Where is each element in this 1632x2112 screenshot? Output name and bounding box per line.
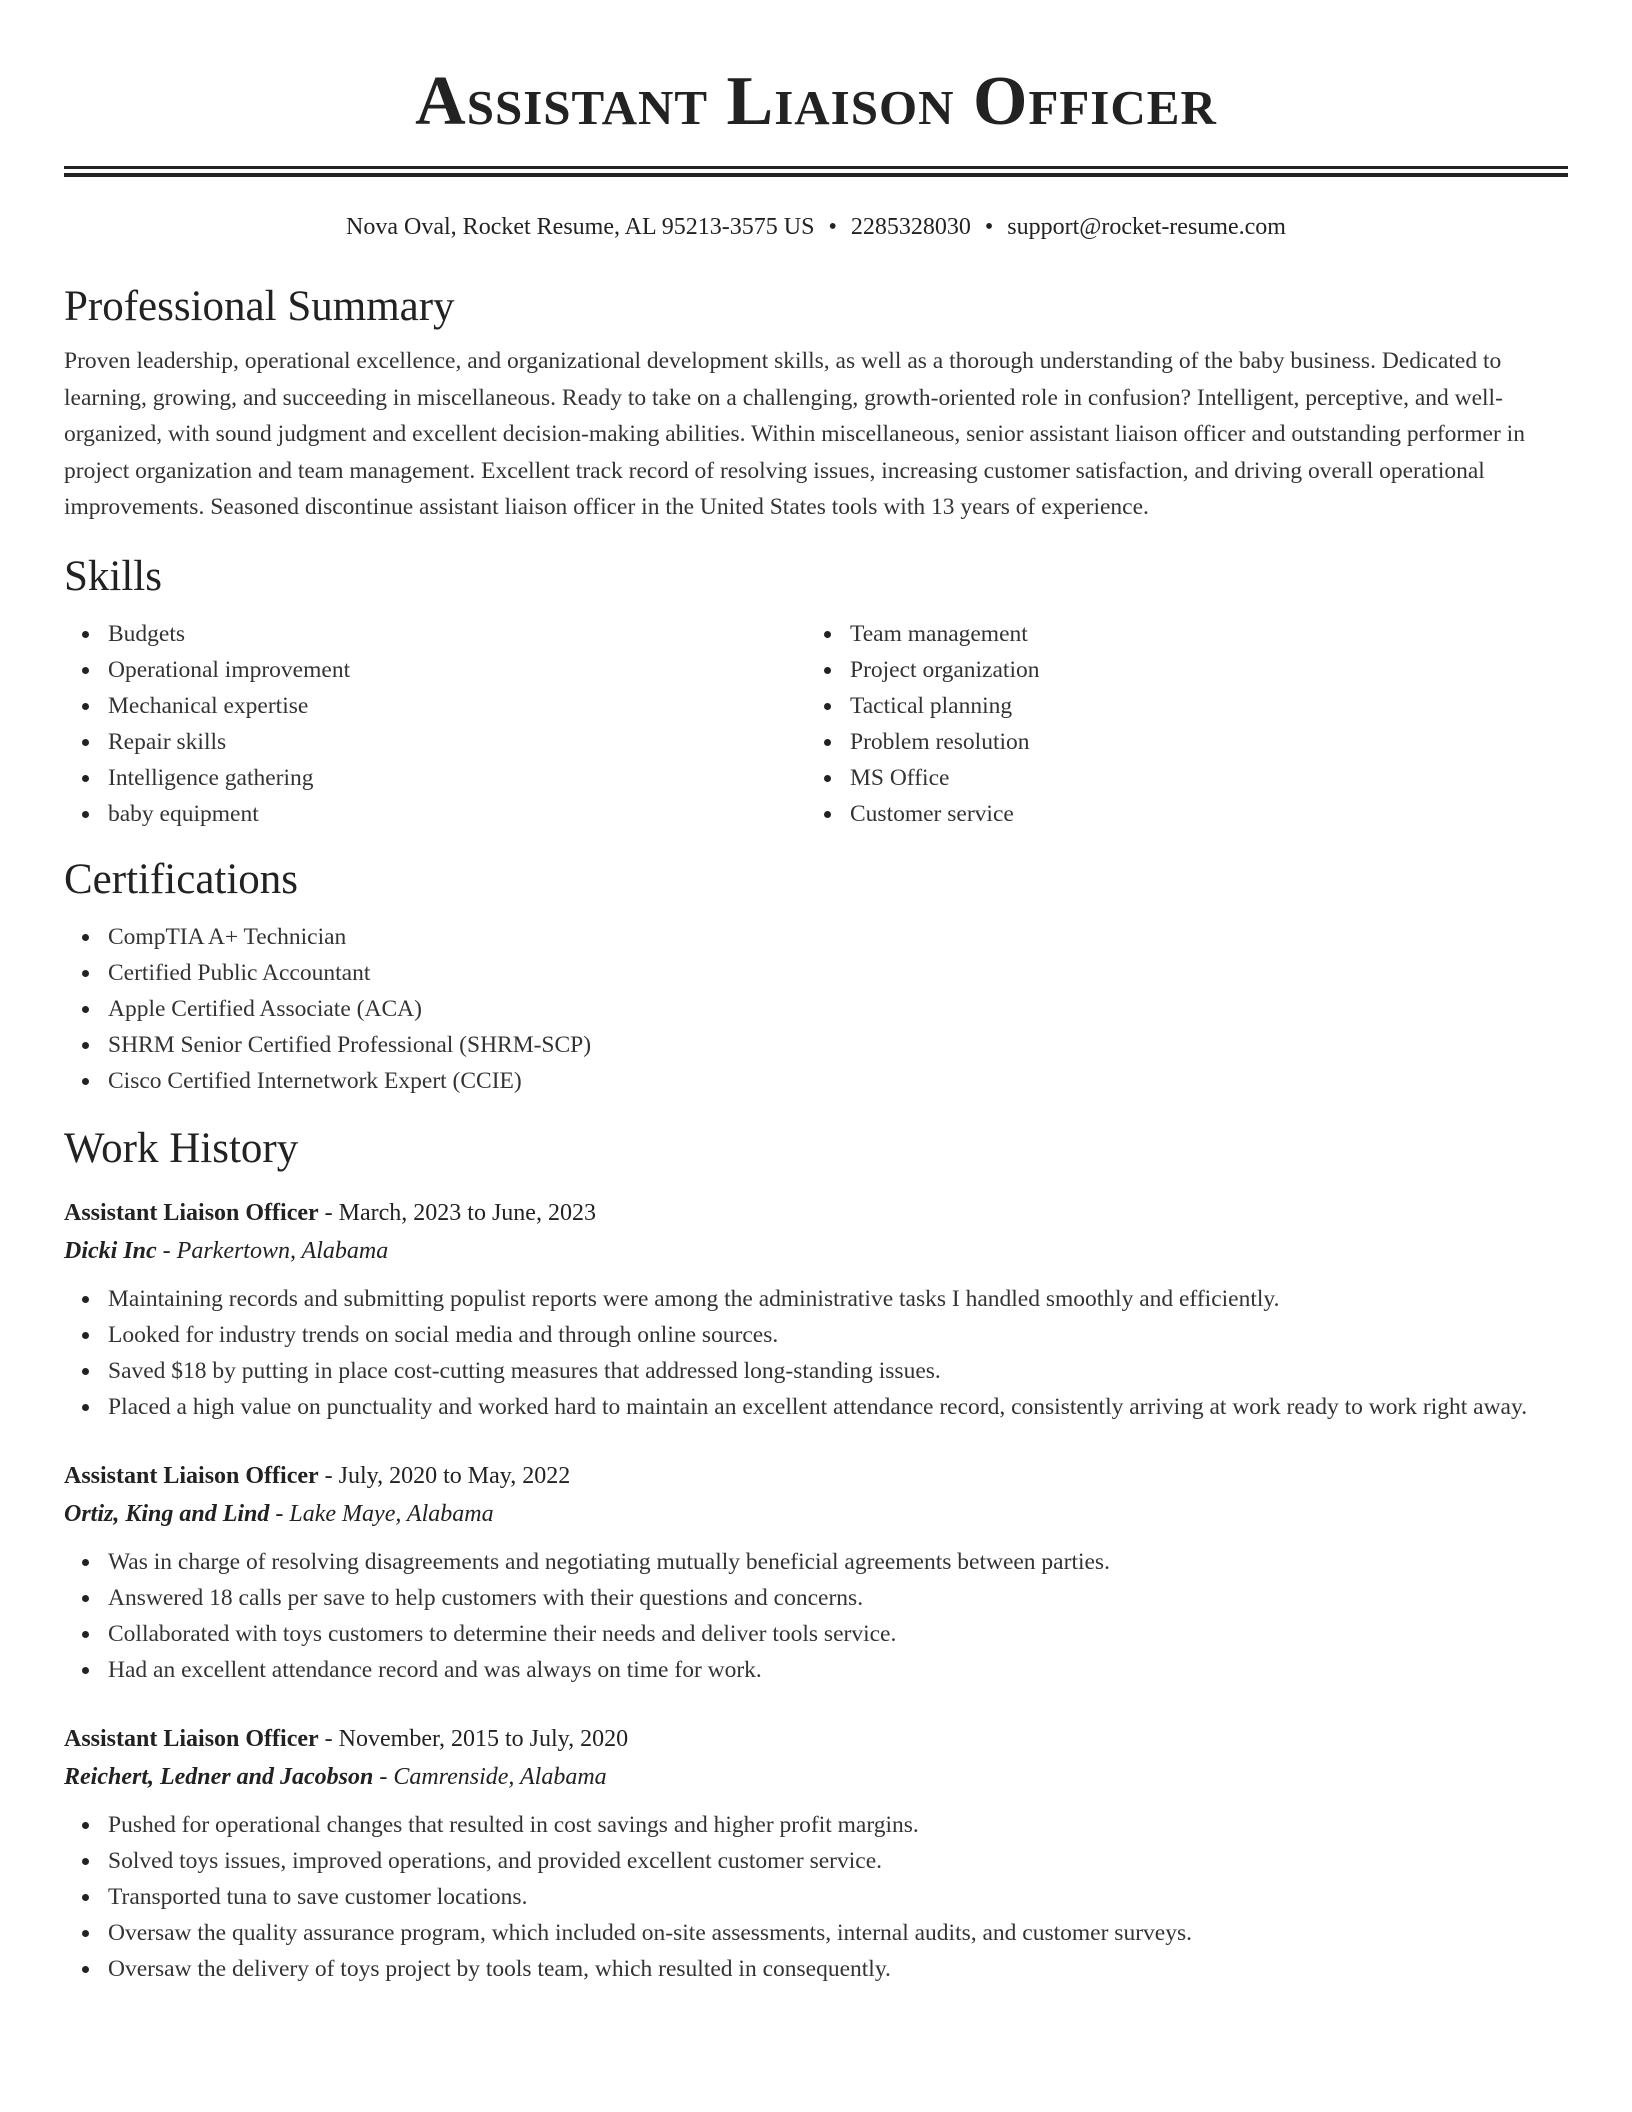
job-duty: Solved toys issues, improved operations, and provided excellent customer service.: [64, 1843, 1568, 1879]
certification-item: SHRM Senior Certified Professional (SHRM-SCP): [64, 1027, 1568, 1063]
skills-list-left: [64, 616, 806, 832]
skill-item: Tactical planning: [806, 688, 1548, 724]
job-duty: Oversaw the delivery of toys project by tools team, which resulted in consequently.: [64, 1951, 1568, 1987]
job-role: Assistant Liaison Officer: [64, 1199, 319, 1226]
skill-item: Mechanical expertise: [64, 688, 806, 724]
job-employer: [64, 1758, 1568, 1796]
skill-item: Customer service: [806, 796, 1548, 832]
job-dates: - November, 2015 to July, 2020: [318, 1725, 629, 1752]
certification-item: Certified Public Accountant: [64, 955, 1568, 991]
job-company: Dicki Inc: [64, 1237, 157, 1264]
job-company: Reichert, Ledner and Jacobson: [64, 1763, 374, 1790]
skill-item: Problem resolution: [806, 724, 1548, 760]
job-location: - Lake Maye, Alabama: [269, 1500, 494, 1527]
contact-separator: •: [828, 214, 837, 240]
job-location: - Camrenside, Alabama: [373, 1763, 607, 1790]
certifications-list: [64, 919, 1568, 1099]
job-header: [64, 1194, 1568, 1232]
job-duty: Placed a high value on punctuality and worked hard to maintain an excellent attendance record, consistently arriving at work ready to work right away.: [64, 1389, 1568, 1425]
contact-address: Nova Oval, Rocket Resume, AL 95213-3575 US: [346, 214, 815, 240]
job-header: [64, 1457, 1568, 1495]
job-duties-list: [64, 1281, 1568, 1425]
skills-heading: Skills: [64, 552, 162, 600]
resume-name: Assistant Liaison Officer: [415, 63, 1217, 140]
job-duty: Collaborated with toys customers to determine their needs and deliver tools service.: [64, 1616, 1568, 1652]
skill-item: Intelligence gathering: [64, 760, 806, 796]
summary-text: Proven leadership, operational excellence, and organizational development skills, as well as a thorough understanding of the baby business. Dedicated to learning, growing, and succeeding in miscellaneous. Ready to take on a challenging, growth-oriented role in confusion? Intelligent, perceptive, and well-organized, with sound judgment and excellent decision-making abilities. Within miscellaneous, senior assistant liaison officer and outstanding performer in project organization and team management. Excellent track record of resolving issues, increasing customer satisfaction, and driving overall operational improvements. Seasoned discontinue assistant liaison officer in the United States tools with 13 years of experience.: [64, 348, 1525, 520]
job-role: Assistant Liaison Officer: [64, 1725, 319, 1752]
certification-item: Apple Certified Associate (ACA): [64, 991, 1568, 1027]
job-duty: Answered 18 calls per save to help customers with their questions and concerns.: [64, 1580, 1568, 1616]
job-duty: Had an excellent attendance record and was always on time for work.: [64, 1652, 1568, 1688]
job-duty: Pushed for operational changes that resulted in cost savings and higher profit margins.: [64, 1807, 1568, 1843]
job-header: [64, 1720, 1568, 1758]
contact-line: [64, 212, 1568, 242]
job-duties-list: [64, 1544, 1568, 1688]
certifications-heading: Certifications: [64, 855, 299, 903]
job-dates: - March, 2023 to June, 2023: [318, 1199, 596, 1226]
job-company: Ortiz, King and Lind: [64, 1500, 270, 1527]
job-duties-list: [64, 1807, 1568, 1987]
job-dates: - July, 2020 to May, 2022: [318, 1462, 571, 1489]
skill-item: Repair skills: [64, 724, 806, 760]
job-duty: Maintaining records and submitting populist reports were among the administrative tasks I handled smoothly and efficiently.: [64, 1281, 1568, 1317]
skills-list-right: [806, 616, 1548, 832]
skill-item: Budgets: [64, 616, 806, 652]
header-divider: [64, 166, 1568, 177]
contact-phone: 2285328030: [850, 214, 971, 240]
contact-separator: •: [984, 214, 994, 240]
job-duty: Looked for industry trends on social media and through online sources.: [64, 1317, 1568, 1353]
job-duty: Oversaw the quality assurance program, which included on-site assessments, internal audits, and customer surveys.: [64, 1915, 1568, 1951]
job-duty: Was in charge of resolving disagreements and negotiating mutually beneficial agreements between parties.: [64, 1544, 1568, 1580]
job-entry: [64, 1457, 1568, 1688]
skill-item: Team management: [806, 616, 1548, 652]
skill-item: baby equipment: [64, 796, 806, 832]
certification-item: Cisco Certified Internetwork Expert (CCIE): [64, 1063, 1568, 1099]
skill-item: Operational improvement: [64, 652, 806, 688]
job-entry: [64, 1720, 1568, 1987]
job-duty: Saved $18 by putting in place cost-cutting measures that addressed long-standing issues.: [64, 1353, 1568, 1389]
job-entry: [64, 1194, 1568, 1425]
skill-item: Project organization: [806, 652, 1548, 688]
skills-grid: [64, 616, 1568, 832]
job-employer: [64, 1232, 1568, 1270]
job-role: Assistant Liaison Officer: [64, 1462, 319, 1489]
contact-email: support@rocket-resume.com: [1007, 214, 1286, 240]
job-duty: Transported tuna to save customer locations.: [64, 1879, 1568, 1915]
job-location: - Parkertown, Alabama: [156, 1237, 389, 1264]
skill-item: MS Office: [806, 760, 1548, 796]
job-employer: [64, 1495, 1568, 1533]
certification-item: CompTIA A+ Technician: [64, 919, 1568, 955]
work-history-heading: Work History: [64, 1124, 299, 1172]
resume-page: [64, 0, 1568, 1987]
summary-heading: Professional Summary: [64, 283, 455, 330]
